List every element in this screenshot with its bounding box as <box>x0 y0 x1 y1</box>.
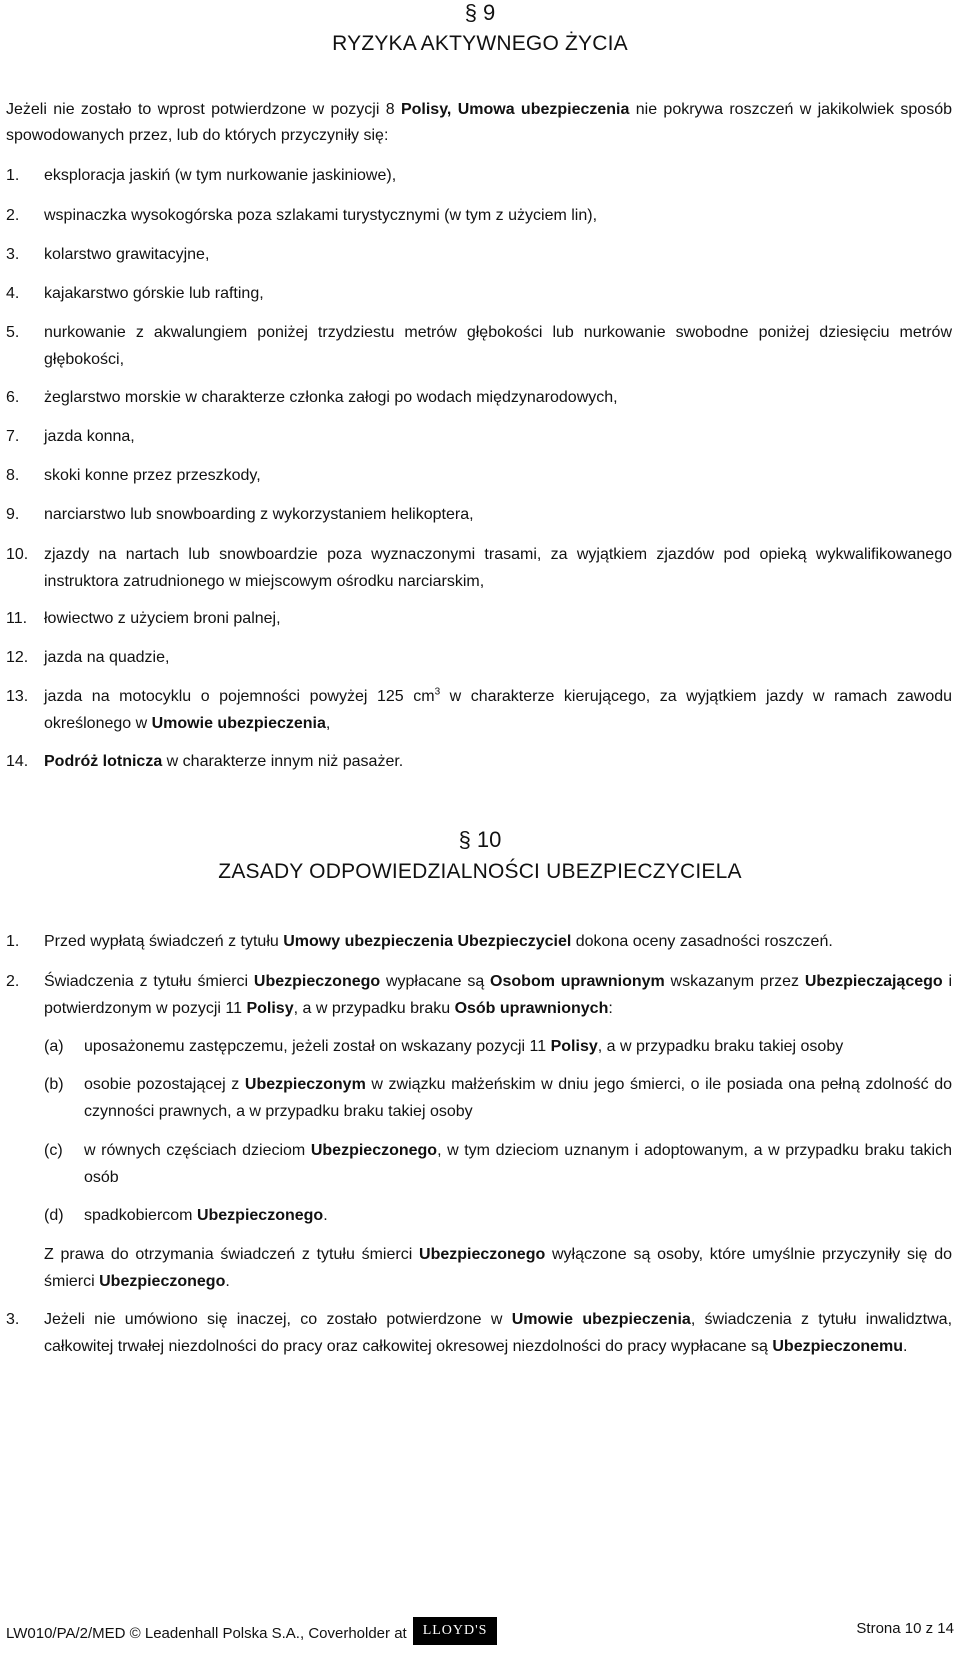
section-9-intro: Jeżeli nie zostało to wprost potwierdzone w pozycji 8 Polisy, Umowa ubezpieczenia nie pokrywa roszczeń w jakikolwiek sposób spowodowanych przez, lub do których przyczyniły się: <box>6 101 952 144</box>
exclusion-item: 12. jazda na quadzie, <box>6 649 170 666</box>
exclusion-item: 11. łowiectwo z użyciem broni palnej, <box>6 610 281 627</box>
exclusion-item: 7. jazda konna, <box>6 428 135 445</box>
footer-reference: LW010/PA/2/MED © Leadenhall Polska S.A., Coverholder at LLOYD'S <box>6 1620 497 1648</box>
beneficiary-item-c: (c) w równych częściach dzieciom Ubezpieczonego, w tym dzieciom uznanym i adoptowanym, a w przypadku braku takich osób <box>44 1142 953 1186</box>
exclusion-item: 6. żeglarstwo morskie w charakterze członka załogi po wodach międzynarodowych, <box>6 389 618 406</box>
section-10-mark: § 10 <box>458 827 502 852</box>
beneficiary-item-a: (a) uposażonemu zastępczemu, jeżeli został on wskazany pozycji 11 Polisy, a w przypadku braku takiej osoby <box>44 1038 844 1055</box>
page-number: Strona 10 z 14 <box>856 1620 954 1637</box>
beneficiary-item-d: (d) spadkobiercom Ubezpieczonego. <box>44 1207 328 1224</box>
page-footer <box>6 1612 954 1644</box>
exclusion-item: 2. wspinaczka wysokogórska poza szlakami turystycznymi (w tym z użyciem lin), <box>6 207 598 224</box>
section-10-point-2: 2. Świadczenia z tytułu śmierci Ubezpieczonego wypłacane są Osobom uprawnionym wskazanym przez Ubezpieczającego i potwierdzonym w pozycji 11 Polisy, a w przypadku braku Osób uprawnionych: <box>6 973 953 1017</box>
exclusion-item: 9. narciarstwo lub snowboarding z wykorzystaniem helikoptera, <box>6 506 474 523</box>
beneficiary-exclusion-note: Z prawa do otrzymania świadczeń z tytułu śmierci Ubezpieczonego wyłączone są osoby, które umyślnie przyczyniły się do śmierci Ubezpieczonego. <box>44 1246 952 1290</box>
section-10-title: ZASADY ODPOWIEDZIALNOŚCI UBEZPIECZYCIELA <box>218 860 742 883</box>
section-10-point-1: 1. Przed wypłatą świadczeń z tytułu Umowy ubezpieczenia Ubezpieczyciel dokona oceny zasadności roszczeń. <box>6 933 833 950</box>
beneficiary-item-b: (b) osobie pozostającej z Ubezpieczonym w związku małżeńskim w dniu jego śmierci, o ile posiada ona pełną zdolność do czynności prawnych, a w przypadku braku takiej osoby <box>44 1076 952 1120</box>
exclusion-item: 10. zjazdy na nartach lub snowboardzie poza wyznaczonymi trasami, za wyjątkiem zjazdów pod opieką wykwalifikowanego instruktora zatrudnionego w miejscowym ośrodku narciarskim, <box>6 546 952 590</box>
lloyds-logo: LLOYD'S <box>413 1617 498 1645</box>
exclusion-item: 8. skoki konne przez przeszkody, <box>6 467 261 484</box>
exclusion-item: 1. eksploracja jaskiń (w tym nurkowanie jaskiniowe), <box>6 167 397 184</box>
exclusion-item: 5. nurkowanie z akwalungiem poniżej trzydziestu metrów głębokości lub nurkowanie swobodne poniżej dziesięciu metrów głębokości, <box>6 324 952 368</box>
section-9-title: RYZYKA AKTYWNEGO ŻYCIA <box>332 32 628 55</box>
section-10-point-3: 3. Jeżeli nie umówiono się inaczej, co zostało potwierdzone w Umowie ubezpieczenia, świadczenia z tytułu inwalidztwa, całkowitej trwałej niezdolności do pracy oraz całkowitej okresowej niezdolności do pracy wypłacane są Ubezpieczonemu. <box>6 1311 953 1355</box>
exclusion-item: 4. kajakarstwo górskie lub rafting, <box>6 285 264 302</box>
exclusion-item: 3. kolarstwo grawitacyjne, <box>6 246 210 263</box>
exclusion-item: 14. Podróż lotnicza w charakterze innym niż pasażer. <box>6 753 404 770</box>
section-9-mark: § 9 <box>464 0 496 25</box>
exclusion-item: 13. jazda na motocyklu o pojemności powyżej 125 $cm^3$ w charakterze kierującego, za wyjątkiem jazdy w ramach zawodu określonego w Umowie ubezpieczenia, <box>6 686 953 732</box>
